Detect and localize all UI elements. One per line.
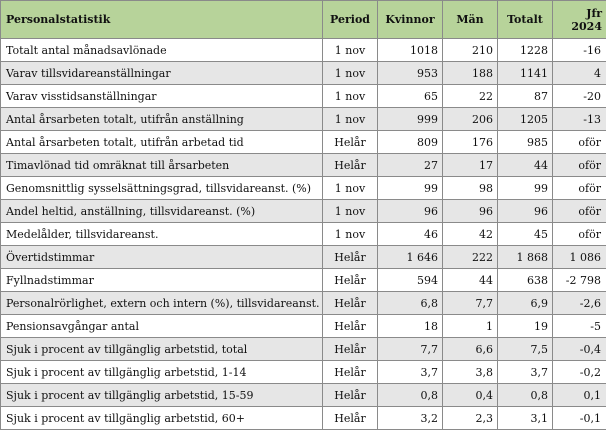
row-jfr: -0,1 — [553, 407, 606, 430]
row-period: Helår — [323, 384, 378, 407]
table-row — [1, 384, 606, 407]
row-period: Helår — [323, 246, 378, 269]
row-label: Varav visstidsanställningar — [1, 85, 323, 108]
row-kvinnor: 7,7 — [378, 338, 443, 361]
table-row — [1, 269, 606, 292]
row-man: 1 — [443, 315, 498, 338]
row-man: 42 — [443, 223, 498, 246]
row-period: 1 nov — [323, 85, 378, 108]
row-man: 44 — [443, 269, 498, 292]
table-row — [1, 223, 606, 246]
row-totalt: 1 868 — [498, 246, 553, 269]
row-man: 98 — [443, 177, 498, 200]
row-label: Medelålder, tillsvidareanst. — [1, 223, 323, 246]
row-totalt: 45 — [498, 223, 553, 246]
header-man: Män — [443, 1, 498, 39]
row-period: Helår — [323, 407, 378, 430]
row-label: Totalt antal månadsavlönade — [1, 39, 323, 62]
row-label: Sjuk i procent av tillgänglig arbetstid, total — [1, 338, 323, 361]
row-totalt: 19 — [498, 315, 553, 338]
row-totalt: 87 — [498, 85, 553, 108]
row-kvinnor: 1018 — [378, 39, 443, 62]
row-label: Andel heltid, anställning, tillsvidareanst. (%) — [1, 200, 323, 223]
row-jfr: -0,4 — [553, 338, 606, 361]
row-kvinnor: 65 — [378, 85, 443, 108]
table-row — [1, 200, 606, 223]
table-row — [1, 154, 606, 177]
row-period: Helår — [323, 361, 378, 384]
row-label: Timavlönad tid omräknat till årsarbeten — [1, 154, 323, 177]
table-row — [1, 177, 606, 200]
table-row — [1, 108, 606, 131]
row-period: Helår — [323, 131, 378, 154]
row-period: 1 nov — [323, 108, 378, 131]
row-kvinnor: 0,8 — [378, 384, 443, 407]
row-label: Fyllnadstimmar — [1, 269, 323, 292]
table-row — [1, 39, 606, 62]
table-body — [1, 39, 606, 430]
row-man: 2,3 — [443, 407, 498, 430]
row-totalt: 0,8 — [498, 384, 553, 407]
row-jfr: 0,1 — [553, 384, 606, 407]
row-period: 1 nov — [323, 177, 378, 200]
row-jfr: oför — [553, 154, 606, 177]
row-man: 222 — [443, 246, 498, 269]
row-totalt: 985 — [498, 131, 553, 154]
row-man: 22 — [443, 85, 498, 108]
table-row — [1, 407, 606, 430]
header-jfr-2024 — [553, 1, 606, 39]
row-jfr: oför — [553, 200, 606, 223]
row-jfr: oför — [553, 223, 606, 246]
header-jfr-line1: Jfr — [586, 6, 602, 20]
row-period: 1 nov — [323, 200, 378, 223]
row-man: 6,6 — [443, 338, 498, 361]
row-man: 3,8 — [443, 361, 498, 384]
row-totalt: 7,5 — [498, 338, 553, 361]
row-kvinnor: 809 — [378, 131, 443, 154]
row-totalt: 1205 — [498, 108, 553, 131]
table-row — [1, 292, 606, 315]
row-kvinnor: 3,2 — [378, 407, 443, 430]
header-totalt: Totalt — [498, 1, 553, 39]
row-totalt: 638 — [498, 269, 553, 292]
row-totalt: 44 — [498, 154, 553, 177]
row-label: Sjuk i procent av tillgänglig arbetstid, 15-59 — [1, 384, 323, 407]
row-man: 17 — [443, 154, 498, 177]
row-jfr: -13 — [553, 108, 606, 131]
row-period: Helår — [323, 154, 378, 177]
row-label: Antal årsarbeten totalt, utifrån anställning — [1, 108, 323, 131]
row-period: 1 nov — [323, 39, 378, 62]
row-period: Helår — [323, 292, 378, 315]
row-label: Antal årsarbeten totalt, utifrån arbetad tid — [1, 131, 323, 154]
row-man: 176 — [443, 131, 498, 154]
row-man: 0,4 — [443, 384, 498, 407]
row-label: Varav tillsvidareanställningar — [1, 62, 323, 85]
row-period: 1 nov — [323, 62, 378, 85]
row-jfr: 4 — [553, 62, 606, 85]
row-jfr: oför — [553, 177, 606, 200]
row-jfr: oför — [553, 131, 606, 154]
row-totalt: 6,9 — [498, 292, 553, 315]
header-period: Period — [323, 1, 378, 39]
row-jfr: -20 — [553, 85, 606, 108]
row-jfr: -2,6 — [553, 292, 606, 315]
row-period: Helår — [323, 269, 378, 292]
row-kvinnor: 18 — [378, 315, 443, 338]
row-totalt: 3,7 — [498, 361, 553, 384]
row-label: Övertidstimmar — [1, 246, 323, 269]
row-kvinnor: 46 — [378, 223, 443, 246]
row-label: Sjuk i procent av tillgänglig arbetstid, 60+ — [1, 407, 323, 430]
table-row — [1, 85, 606, 108]
table-row — [1, 246, 606, 269]
row-kvinnor: 6,8 — [378, 292, 443, 315]
table-header-row — [1, 1, 606, 39]
row-jfr: -5 — [553, 315, 606, 338]
row-kvinnor: 953 — [378, 62, 443, 85]
row-man: 206 — [443, 108, 498, 131]
row-period: Helår — [323, 315, 378, 338]
row-kvinnor: 594 — [378, 269, 443, 292]
row-label: Personalrörlighet, extern och intern (%), tillsvidareanst. — [1, 292, 323, 315]
row-man: 210 — [443, 39, 498, 62]
row-kvinnor: 96 — [378, 200, 443, 223]
row-totalt: 96 — [498, 200, 553, 223]
row-man: 188 — [443, 62, 498, 85]
header-kvinnor: Kvinnor — [378, 1, 443, 39]
row-label: Pensionsavgångar antal — [1, 315, 323, 338]
header-jfr-line2: 2024 — [571, 19, 602, 33]
row-totalt: 1228 — [498, 39, 553, 62]
row-kvinnor: 1 646 — [378, 246, 443, 269]
row-jfr: 1 086 — [553, 246, 606, 269]
row-man: 7,7 — [443, 292, 498, 315]
table-row — [1, 361, 606, 384]
row-jfr: -0,2 — [553, 361, 606, 384]
row-totalt: 99 — [498, 177, 553, 200]
row-label: Sjuk i procent av tillgänglig arbetstid, 1-14 — [1, 361, 323, 384]
row-kvinnor: 27 — [378, 154, 443, 177]
row-kvinnor: 999 — [378, 108, 443, 131]
table-row — [1, 338, 606, 361]
row-kvinnor: 3,7 — [378, 361, 443, 384]
header-personalstatistik: Personalstatistik — [1, 1, 323, 39]
row-jfr: -2 798 — [553, 269, 606, 292]
row-totalt: 1141 — [498, 62, 553, 85]
table-row — [1, 131, 606, 154]
table-row — [1, 62, 606, 85]
row-totalt: 3,1 — [498, 407, 553, 430]
row-kvinnor: 99 — [378, 177, 443, 200]
row-period: Helår — [323, 338, 378, 361]
row-label: Genomsnittlig sysselsättningsgrad, tillsvidareanst. (%) — [1, 177, 323, 200]
table-row — [1, 315, 606, 338]
row-jfr: -16 — [553, 39, 606, 62]
row-man: 96 — [443, 200, 498, 223]
row-period: 1 nov — [323, 223, 378, 246]
